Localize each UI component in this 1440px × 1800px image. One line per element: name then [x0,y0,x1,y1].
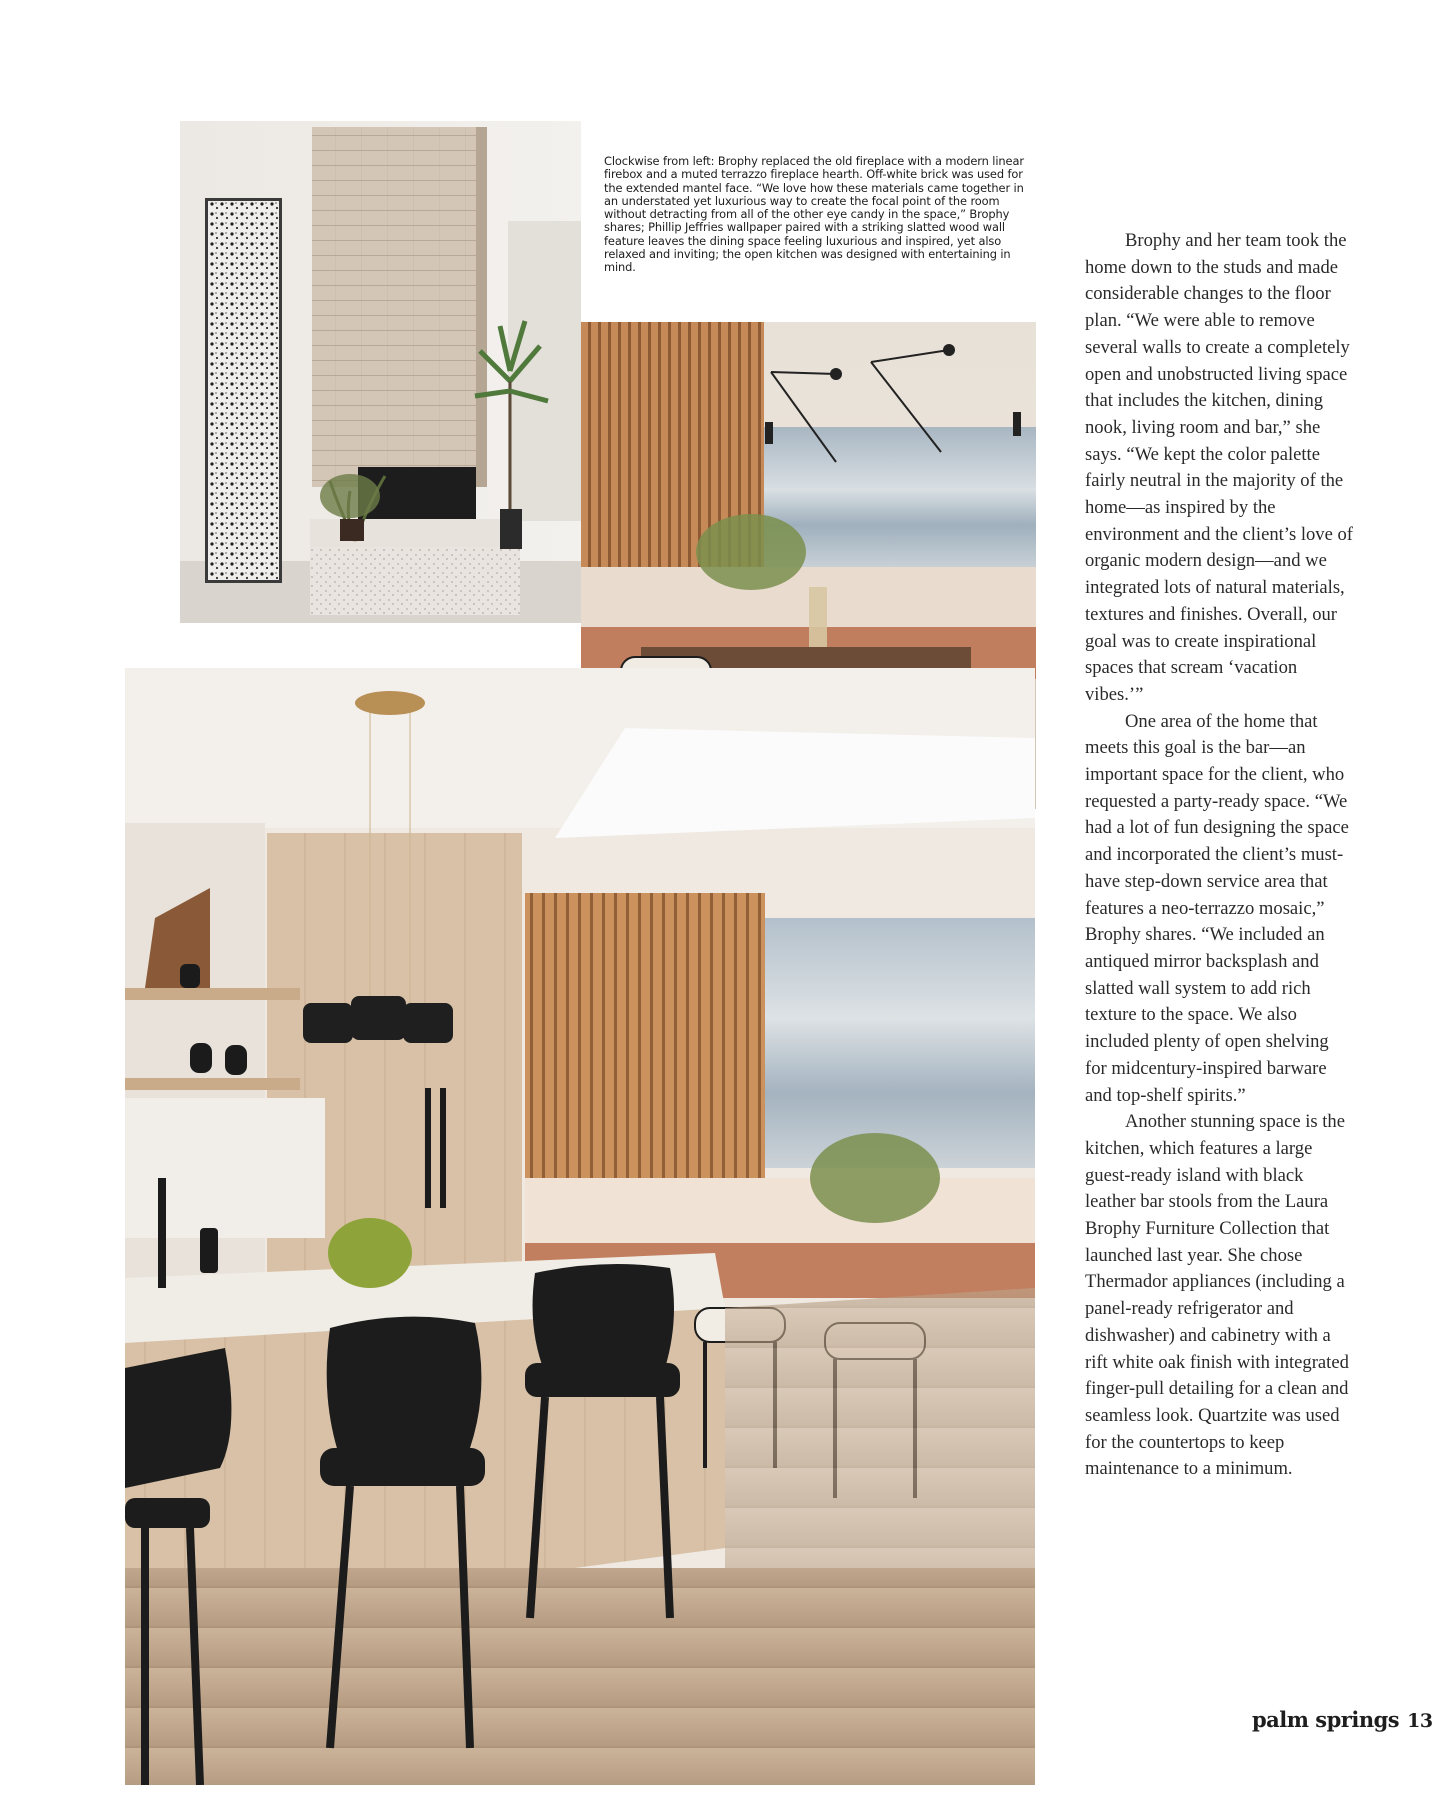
article-paragraph: Another stunning space is the kitchen, which features a large guest-ready island with black leather bar stools from the Laura Brophy Furniture Collection that launched last year. She chose Thermador appliances (including a panel-ready refrigerator and dishwasher) and cabinetry with a rift white oak finish with integrated finger-pull detailing for a clean and seamless look. Quartzite was used for the countertops to keep maintenance to a minimum. [1085,1111,1349,1480]
article-paragraph: One area of the home that meets this goal is the bar—an important space for the client, who requested a party-ready space. “We had a lot of fun designing the space and incorporated the client’s must-have step-down service area that features a neo-terrazzo mosaic,” Brophy shares. “We included an antiqued mirror backsplash and slatted wall system to add rich texture to the space. We also included plenty of open shelving for midcentury-inspired barware and top-shelf spirits.” [1085,710,1349,1106]
page-number: 13 [1407,1710,1433,1732]
magazine-name: palm springs [1252,1707,1400,1732]
photo-caption: Clockwise from left: Brophy replaced the old fireplace with a modern linear firebox and a muted terrazzo fireplace hearth. Off-white brick was used for the extended mantel face. “We love how these materials came together in an understated yet luxurious way to create the focal point of the room without detracting from all of the other eye candy in the space,” Brophy shares; Phillip Jeffries wallpaper paired with a striking slatted wood wall feature leaves the dining space feeling luxurious and inspired, yet also relaxed and inviting; the open kitchen was designed with entertaining in mind. [604,154,1024,275]
article-paragraph: Brophy and her team took the home down to the studs and made considerable changes to the floor plan. “We were able to remove several walls to create a completely open and unobstructed living space that includes the kitchen, dining nook, living room and bar,” she says. “We kept the color palette fairly neutral in the majority of the home—as inspired by the environment and the client’s love of organic modern design—and we integrated lots of natural materials, textures and finishes. Overall, our goal was to create inspirational spaces that scream ‘vacation vibes.’” [1085,230,1353,705]
fireplace-photo [180,121,581,623]
article-body [1085,228,1353,1483]
kitchen-photo [125,668,1035,1785]
page-folio [1252,1707,1433,1732]
